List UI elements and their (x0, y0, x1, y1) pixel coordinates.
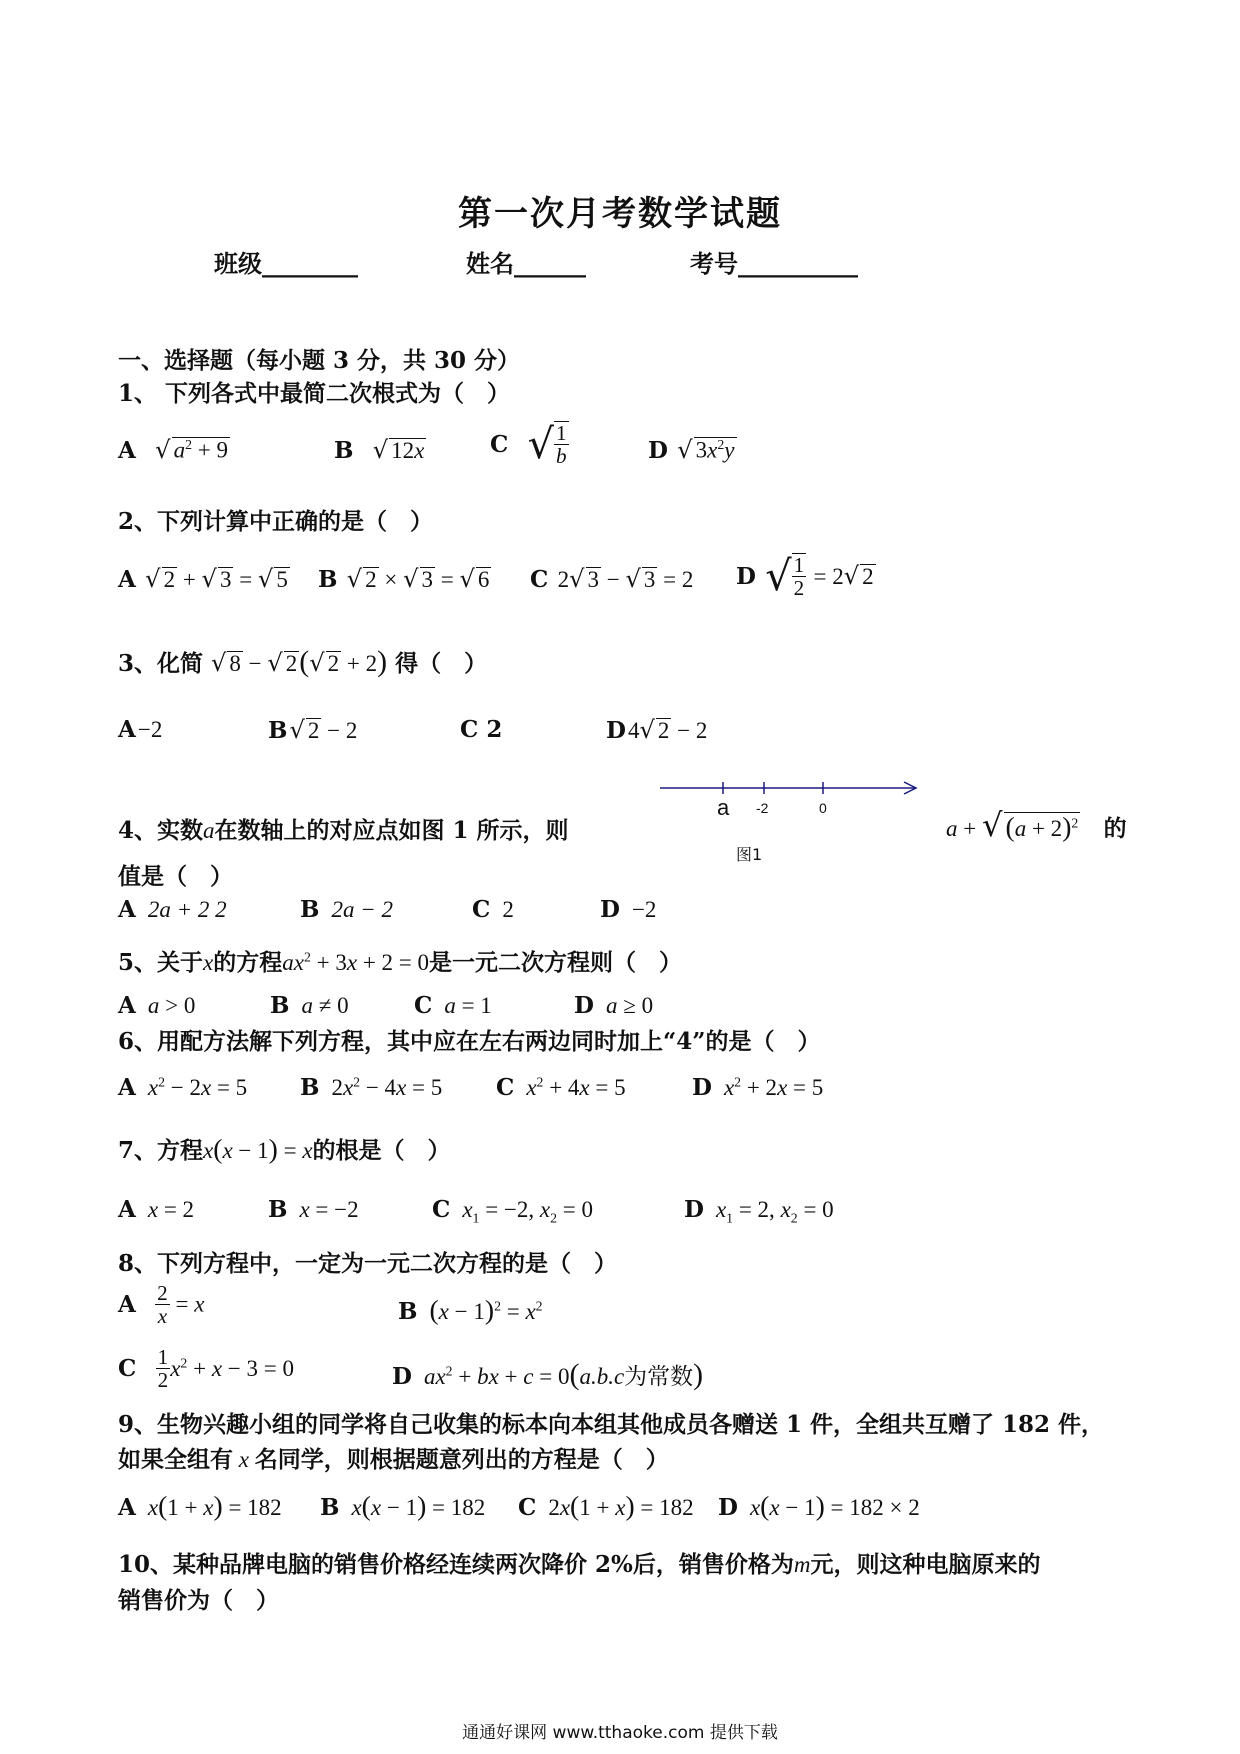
option-letter: D (606, 717, 626, 744)
option-letter: D (392, 1363, 412, 1390)
option-letter: A (118, 437, 136, 464)
q3-suffix: 得（ ） (395, 650, 488, 677)
option-letter: A (118, 566, 136, 593)
option-letter: B (318, 566, 338, 593)
q4-prefix: 4、实数 (118, 817, 204, 844)
q7-prefix: 7、方程 (118, 1137, 204, 1164)
option-value: 2a − 2 (331, 897, 393, 922)
q9-suffix: 名同学，则根据题意列出的方程是（ ） (254, 1446, 669, 1473)
q10-prefix: 10、某种品牌电脑的销售价格经连续两次降价 2%后，销售价格为 (118, 1551, 794, 1578)
q5-suffix: 是一元二次方程则（ ） (429, 949, 683, 976)
option-letter: B (334, 437, 354, 464)
q3-option-a[interactable]: A−2 (118, 716, 163, 743)
q4-option-d[interactable] (600, 896, 656, 923)
option-letter: D (718, 1494, 738, 1521)
q3-option-c[interactable]: C 2 (460, 716, 503, 743)
question-8-stem: 8、下列方程中，一定为一元二次方程的是（ ） (118, 1250, 618, 1277)
option-letter: C (118, 1355, 137, 1383)
section-heading: 一、选择题（每小题 3 分，共 30 分） (118, 347, 521, 374)
option-letter: C (414, 992, 433, 1019)
question-4-stem: 4、实数a在数轴上的对应点如图 1 所示，则 (118, 817, 569, 844)
question-2-stem: 2、下列计算中正确的是（ ） (118, 508, 434, 535)
q5-mid: 的方程 (213, 949, 283, 976)
q7-option-a[interactable]: A x = 2 (118, 1196, 195, 1223)
option-letter: D (684, 1196, 704, 1223)
q7-option-c[interactable]: C $x_1 = -2$, $x_2 = 0$ (432, 1196, 593, 1226)
q4-end: 的 (1103, 815, 1127, 842)
q2-option-c[interactable]: C 2√ 3 − √ 3 = 2 (530, 565, 694, 593)
option-letter: C (496, 1074, 515, 1101)
q6-option-a[interactable]: A $x^2 - 2x = 5$ (118, 1074, 248, 1101)
q7-suffix: 的根是（ ） (312, 1137, 451, 1164)
q8-option-b[interactable]: B $(x - 1)^2 = x^2$ (398, 1294, 543, 1325)
q8-option-a[interactable]: A $\frac{2}{x}$ = x (118, 1281, 205, 1329)
q4-expression: a + √ $(a + 2)^2$ 的 (946, 806, 1127, 844)
q5-option-a[interactable]: A a > 0 (118, 992, 196, 1019)
option-letter: C (472, 896, 491, 923)
q6-option-b[interactable]: B $2x^2 - 4x = 5$ (300, 1074, 443, 1101)
q5-option-b[interactable]: B a ≠ 0 (270, 992, 349, 1019)
question-6-stem: 6、用配方法解下列方程，其中应在左右两边同时加上“4”的是（ ） (118, 1028, 821, 1055)
q9-option-a[interactable]: A x(1 + x) = 182 (118, 1490, 282, 1521)
option-letter: D (574, 992, 594, 1019)
class-field[interactable]: 班级________ (214, 249, 358, 278)
q6-option-c[interactable]: C $x^2 + 4x = 5$ (496, 1074, 626, 1101)
option-letter: C (432, 1196, 451, 1223)
label-0: 0 (819, 800, 827, 816)
q3-option-b[interactable]: B√ 2 − 2 (268, 716, 358, 744)
q8-d-note: 为常数 (624, 1364, 694, 1389)
option-letter: B (300, 896, 320, 923)
figure-caption: 图1 (736, 845, 763, 864)
option-letter: D (648, 437, 668, 464)
q8-option-c[interactable]: C $\frac{1}{2}$ $x^2 + x - 3 = 0$ (118, 1345, 294, 1393)
label-neg2: -2 (756, 800, 769, 816)
option-letter: A (118, 1196, 136, 1223)
number-line-figure (660, 778, 930, 878)
option-letter: B (270, 992, 290, 1019)
option-letter: A (118, 716, 136, 743)
q2-option-b[interactable]: B √ 2 × √ 3 = √ 6 (318, 565, 490, 593)
option-letter: D (692, 1074, 712, 1101)
option-letter: B (398, 1298, 418, 1325)
option-letter: C (530, 566, 549, 593)
q5-prefix: 5、关于 (118, 949, 204, 976)
q1-option-c[interactable]: C √ $\frac{1}{b}$ (490, 420, 567, 468)
option-letter: A (118, 1291, 136, 1319)
question-10-line1: 10、某种品牌电脑的销售价格经连续两次降价 2%后，销售价格为m元，则这种电脑原来的 (118, 1551, 1041, 1578)
q3-option-d[interactable]: D4√ 2 − 2 (606, 716, 708, 744)
option-letter: A (118, 992, 136, 1019)
q1-option-a[interactable]: A √ $a^2 + 9$ (118, 436, 228, 464)
q2-option-a[interactable]: A √ 2 + √ 3 = √ 5 (118, 565, 288, 593)
q5-option-d[interactable]: D a ≥ 0 (574, 992, 654, 1019)
q4-option-c[interactable] (472, 896, 514, 923)
option-letter: C (490, 430, 509, 458)
option-letter: B (320, 1494, 340, 1521)
option-value: 2 (502, 897, 514, 922)
option-letter: A (118, 1074, 136, 1101)
option-letter: A (118, 896, 136, 923)
q3-prefix: 3、化简 (118, 650, 204, 677)
question-4-line2: 值是（ ） (118, 863, 233, 890)
question-10-line2: 销售价为（ ） (118, 1587, 279, 1614)
q1-option-b[interactable]: B √ 12x (334, 436, 425, 464)
question-1-stem: 1、 下列各式中最简二次根式为（ ） (118, 380, 511, 407)
option-value: 2a + 2 2 (147, 897, 227, 922)
question-7-stem: 7、方程x(x − 1) = x的根是（ ） (118, 1133, 451, 1164)
q1-option-d[interactable]: D √ $3x^2y$ (648, 436, 735, 464)
option-letter: D (736, 562, 756, 590)
option-letter: C (518, 1494, 537, 1521)
page-title: 第一次月考数学试题 (458, 194, 782, 234)
question-3-stem: 3、化简 √ 8 − √ 2(√ 2 + 2) 得（ ） (118, 645, 488, 678)
q4-option-b[interactable] (300, 896, 393, 923)
q7-option-b[interactable]: B x = −2 (268, 1196, 359, 1223)
option-letter: D (600, 896, 620, 923)
option-letter: A (118, 1494, 136, 1521)
exam-id-field[interactable]: 考号__________ (690, 249, 858, 278)
option-value: −2 (631, 897, 657, 922)
q8-option-d[interactable]: D $ax^2$ + bx + c = 0(a.b.c为常数) (392, 1358, 704, 1391)
option-letter: B (300, 1074, 320, 1101)
option-letter: B (268, 717, 288, 744)
q9-option-d[interactable]: D x(x − 1) = 182 × 2 (718, 1490, 920, 1521)
q4-option-a[interactable] (118, 896, 227, 923)
page-footer: 通通好课网 www.tthaoke.com 提供下载 (462, 1723, 778, 1743)
q5-option-c[interactable]: C a = 1 (414, 992, 492, 1019)
question-5-stem: 5、关于x的方程$ax^2 + 3x + 2 = 0$是一元二次方程则（ ） (118, 949, 683, 976)
question-9-line2: 如果全组有 x 名同学，则根据题意列出的方程是（ ） (118, 1446, 669, 1473)
name-field[interactable]: 姓名______ (466, 249, 586, 278)
q4-mid: 在数轴上的对应点如图 1 所示，则 (214, 817, 569, 844)
q9-option-b[interactable]: B x(x − 1) = 182 (320, 1490, 486, 1521)
question-9-line1: 9、生物兴趣小组的同学将自己收集的标本向本组其他成员各赠送 1 件，全组共互赠了 182 件， (118, 1411, 1105, 1438)
q7-option-d[interactable]: D $x_1 = 2$, $x_2 = 0$ (684, 1196, 834, 1226)
q10-suffix: 元，则这种电脑原来的 (810, 1551, 1041, 1578)
label-a: a (717, 795, 730, 820)
q9-prefix: 如果全组有 (118, 1446, 233, 1473)
q2-option-d[interactable]: D √ $\frac{1}{2}$ = 2√ 2 (736, 552, 874, 600)
q6-option-d[interactable]: D $x^2 + 2x = 5$ (692, 1074, 824, 1101)
q9-option-c[interactable]: C 2x(1 + x) = 182 (518, 1490, 694, 1521)
option-letter: B (268, 1196, 288, 1223)
